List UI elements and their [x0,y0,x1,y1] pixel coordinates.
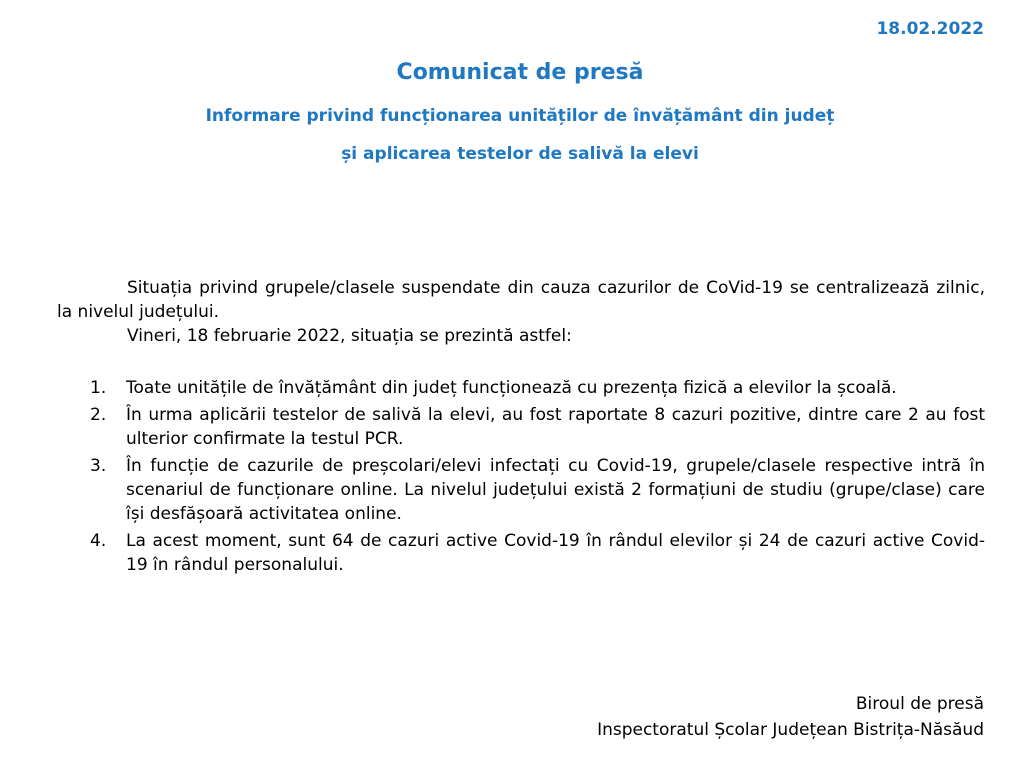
press-release-date: 18.02.2022 [876,19,984,39]
list-item-number: 4. [90,531,107,551]
page-title: Comunicat de presă [396,60,644,85]
intro-section [57,276,985,348]
footer-institution: Inspectoratul Școlar Județean Bistrița-Năsăud [597,720,984,740]
list-item-number: 1. [90,378,107,398]
list-item-text: În urma aplicării testelor de salivă la elevi, au fost raportate 8 cazuri pozitive, dintre care 2 au fost ulterior confirmate la testul PCR. [126,405,985,449]
list-item [57,529,985,577]
subtitle-line-2: și aplicarea testelor de salivă la elevi [341,144,699,164]
status-list [57,376,985,580]
footer-press-office: Biroul de presă [855,694,984,714]
list-item-number: 3. [90,456,107,476]
list-item-text: În funcție de cazurile de preșcolari/elevi infectați cu Covid-19, grupele/clasele respective intră în scenariul de funcționare online. La nivelul județului există 2 formațiuni de studiu (grupe/clase) care își desfășoară activitatea online. [126,456,985,524]
subtitle-line-1: Informare privind funcționarea unităților de învățământ din județ [205,106,835,126]
list-item-text: Toate unitățile de învățământ din județ funcționează cu prezența fizică a elevilor la școală. [126,378,897,398]
list-item [57,403,985,451]
intro-paragraph-situation: Situația privind grupele/clasele suspendate din cauza cazurilor de CoVid-19 se centralizează zilnic, la nivelul județului. [57,278,985,322]
list-item-number: 2. [90,405,107,425]
intro-paragraph-date: Vineri, 18 februarie 2022, situația se prezintă astfel: [127,326,572,346]
list-item [57,454,985,526]
list-item-text: La acest moment, sunt 64 de cazuri active Covid-19 în rândul elevilor și 24 de cazuri active Covid-19 în rândul personalului. [126,531,985,575]
list-item [57,376,985,400]
